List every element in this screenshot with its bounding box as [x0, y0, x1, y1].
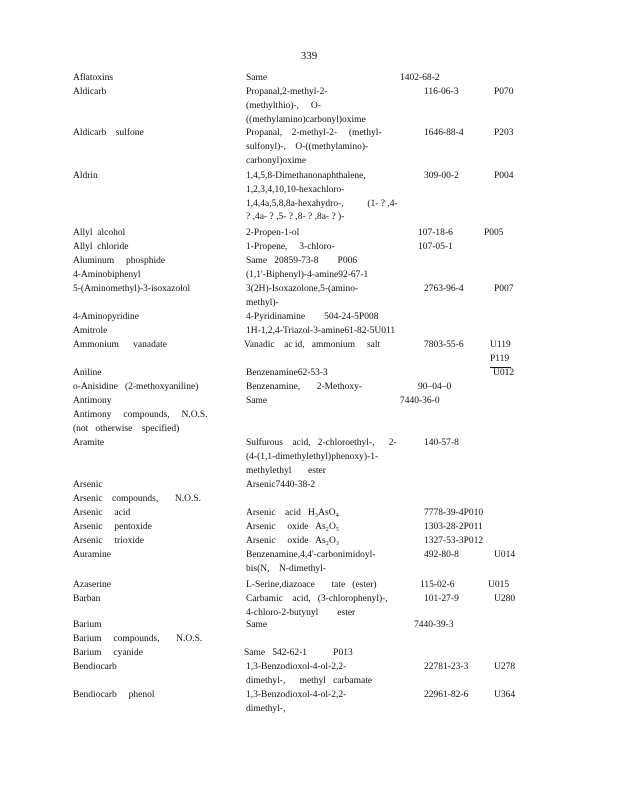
chemical-name: Auramine — [73, 550, 111, 560]
chemical-name: Barium compounds, N.O.S. — [73, 634, 203, 644]
cas-number: 7440-36-0 — [400, 396, 440, 406]
waste-code: P004 — [494, 171, 514, 181]
chemical-synonym: Same — [246, 73, 268, 83]
chemical-name: o-Anisidine (2-methoxyaniline) — [73, 382, 199, 392]
chemical-name: Barban — [73, 594, 101, 604]
cas-number: 7803-55-6 — [424, 340, 464, 350]
chemical-name: Bendiocarb — [73, 662, 117, 672]
cas-number: 22961-82-6 — [424, 690, 469, 700]
waste-code: P005 — [484, 228, 504, 238]
chemical-synonym: Propanal,2-methyl-2- (methylthio)-, O- ((methylamino)carbonyl)oxime — [246, 87, 366, 125]
chemical-name: Arsenic trioxide — [73, 536, 144, 546]
chemical-synonym: Sulfurous acid, 2-chloroethyl-, 2- (4-(1,1-dimethylethyl)phenoxy)-1- methylethyl ester — [246, 438, 397, 476]
chemical-name: 4-Aminobiphenyl — [73, 270, 141, 280]
chemical-synonym: 1,3-Benzodioxol-4-ol-2,2- dimethyl-, methyl carbamate — [246, 662, 373, 686]
cas-number: 1646-88-4 — [424, 128, 464, 138]
cas-number: 1303-28-2P011 — [424, 522, 483, 532]
chemical-name: 4-Aminopyridine — [73, 312, 139, 322]
chemical-name: Aldicarb sulfone — [73, 128, 144, 138]
cas-number: 2763-96-4 — [424, 284, 464, 294]
cas-number: 1327-53-3P012 — [424, 536, 484, 546]
chemical-synonym: 1,3-Benzodioxol-4-ol-2,2- dimethyl-, — [246, 690, 347, 714]
cas-number: 116-06-3 — [424, 87, 459, 97]
cas-number: 107-05-1 — [418, 242, 453, 252]
chemical-synonym: Arsenic oxide As₂O₃ — [246, 536, 340, 546]
chemical-synonym: 2-Propen-1-ol — [246, 228, 300, 238]
chemical-synonym: Arsenic acid H₃AsO₄ — [246, 508, 339, 518]
page-number: 339 — [300, 50, 318, 62]
chemical-name: 5-(Aminomethyl)-3-isoxazolol — [73, 284, 191, 294]
waste-code: U119 P119 — [490, 339, 511, 368]
cas-number: 90–04–0 — [418, 382, 452, 392]
chemical-name: Aldicarb — [73, 87, 107, 97]
waste-code: P070 — [494, 87, 514, 97]
chemical-synonym: Same — [246, 396, 268, 406]
chemical-name: Ammonium vanadate — [73, 340, 167, 350]
chemical-name: Azaserine — [73, 580, 111, 590]
chemical-name: Aldrin — [73, 171, 98, 181]
chemical-synonym: 4-Pyridinamine 504-24-5P008 — [246, 312, 379, 322]
chemical-synonym: 1-Propene, 3-chloro- — [246, 242, 335, 252]
chemical-synonym: (1,1'-Biphenyl)-4-amine92-67-1 — [246, 270, 369, 280]
chemical-synonym: Arsenic7440-38-2 — [246, 480, 316, 490]
chemical-synonym: Arsenic oxide As₂O₅ — [246, 522, 340, 532]
chemical-synonym: 1,4,5,8-Dimethanonaphthalene, 1,2,3,4,10,10-hexachloro- 1,4,4a,5,8,8a-hexahydro-, (1- ? ,4- ? ,4a- ? ,5- ? ,8- ? ,8a- ? )- — [246, 171, 398, 223]
waste-code: U278 — [494, 662, 516, 672]
chemical-name: Allyl alcohol — [73, 228, 126, 238]
cas-number: 7778-39-4P010 — [424, 508, 484, 518]
chemical-synonym: Same — [246, 620, 268, 630]
cas-number: 140-57-8 — [424, 438, 459, 448]
cas-number: 101-27-9 — [424, 594, 459, 604]
chemical-name: Aramite — [73, 438, 105, 448]
chemical-synonym: Benzenamine,4,4'-carbonimidoyl- bis(N, N-dimethyl- — [246, 550, 376, 574]
chemical-synonym: 3(2H)-Isoxazolone,5-(amino- methyl)- — [246, 284, 359, 308]
cas-number: 7440-39-3 — [414, 620, 454, 630]
waste-code: P203 — [494, 128, 514, 138]
chemical-synonym: Benzenamine62-53-3 — [246, 368, 328, 378]
chemical-synonym: 1H-1,2,4-Triazol-3-amine61-82-5U011 — [246, 326, 396, 336]
chemical-name: Barium — [73, 620, 102, 630]
chemical-synonym: Same 20859-73-8 P006 — [246, 256, 358, 266]
chemical-synonym: Vanadic ac id, ammonium salt — [244, 340, 381, 350]
waste-code: U012 — [493, 368, 515, 378]
waste-code: P007 — [494, 284, 514, 294]
chemical-synonym: Same 542-62-1 P013 — [244, 648, 353, 658]
cas-number: 22781-23-3 — [424, 662, 469, 672]
chemical-name: Arsenic acid — [73, 508, 131, 518]
chemical-name: Bendiocarb phenol — [73, 690, 155, 700]
cas-number: 1402-68-2 — [400, 73, 440, 83]
chemical-synonym: Benzenamine, 2-Methoxy- — [246, 382, 363, 392]
waste-code: U015 — [488, 580, 510, 590]
chemical-name: Aluminum phosphide — [73, 256, 166, 266]
chemical-name: Amitrole — [73, 326, 108, 336]
waste-code: U014 — [494, 550, 516, 560]
chemical-name: Aflatoxins — [73, 73, 114, 83]
chemical-name: Arsenic pentoxide — [73, 522, 152, 532]
chemical-synonym: L-Serine,diazoace tate (ester) — [246, 580, 377, 590]
cas-number: 492-80-8 — [424, 550, 459, 560]
cas-number: 115-02-6 — [420, 580, 455, 590]
chemical-name: Antimony — [73, 396, 112, 406]
chemical-synonym: Carbamic acid, (3-chlorophenyl)-, 4-chloro-2-butynyl ester — [246, 594, 388, 618]
chemical-name: Arsenic compounds, N.O.S. — [73, 494, 201, 504]
cas-number: 107-18-6 — [418, 228, 453, 238]
chemical-synonym: Propanal, 2-methyl-2- (methyl- sulfonyl)-, O-((methylamino)- carbonyl)oxime — [246, 128, 382, 166]
waste-code: U280 — [494, 594, 516, 604]
chemical-name: Barium cyanide — [73, 648, 143, 658]
chemical-name: Antimony compounds, N.O.S. (not otherwise specified) — [73, 410, 208, 434]
cas-number: 309-00-2 — [424, 171, 459, 181]
chemical-name: Aniline — [73, 368, 102, 378]
chemical-name: Arsenic — [73, 480, 103, 490]
waste-code: U364 — [494, 690, 516, 700]
chemical-name: Allyl chloride — [73, 242, 129, 252]
